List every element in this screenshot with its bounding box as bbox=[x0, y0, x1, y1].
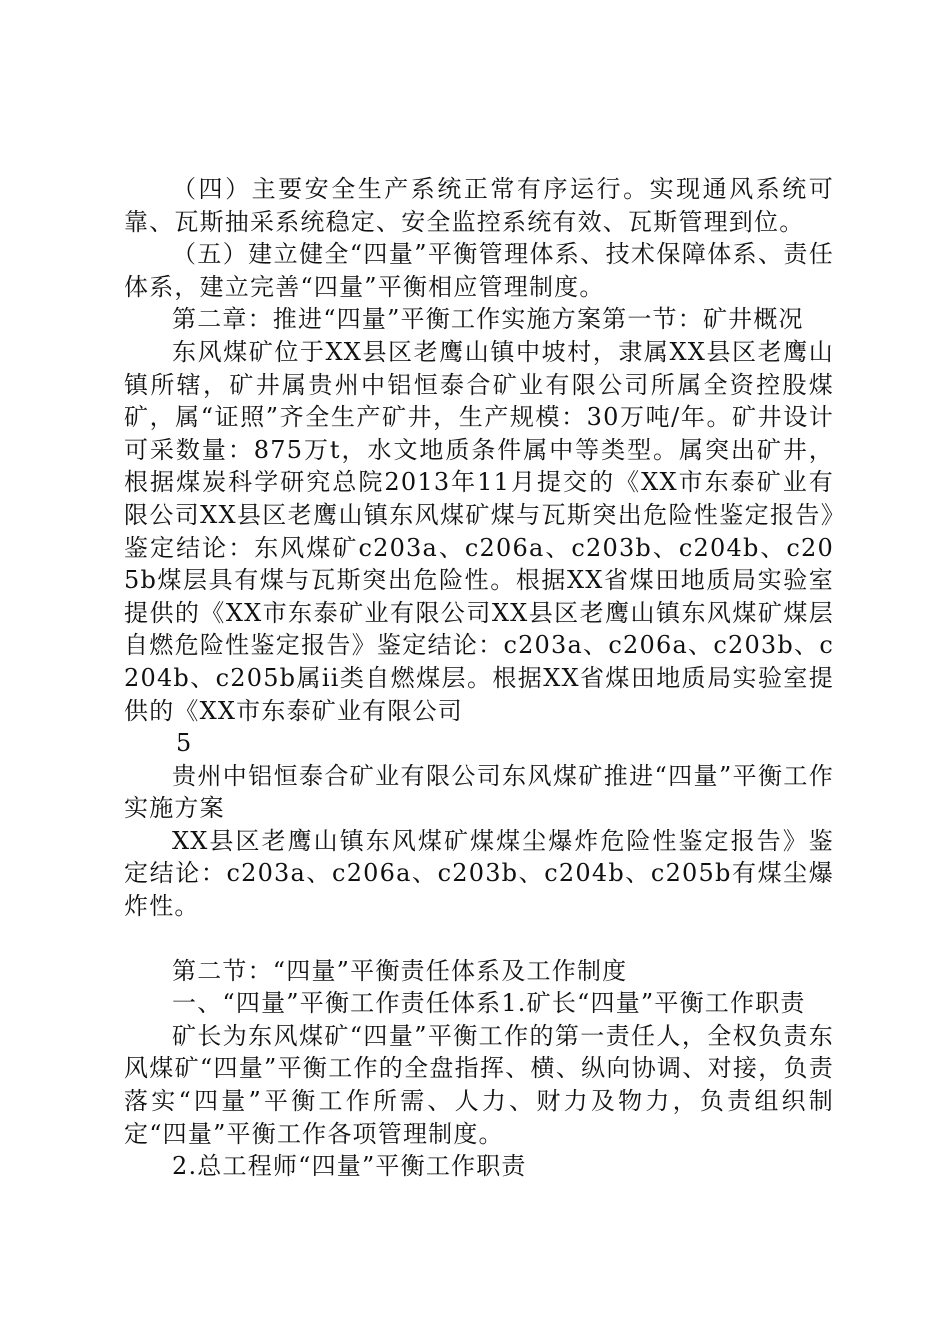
subsection-heading: 一、“四量”平衡工作责任体系1.矿长“四量”平衡工作职责 bbox=[172, 989, 806, 1018]
paragraph-director-duties: 矿长为东风煤矿“四量”平衡工作的第一责任人，全权负责东风煤矿“四量”平衡工作的全盘指挥、横、纵向协调、对接，负责落实“四量”平衡工作所需、人力、财力及物力，负责组织制定“四量”平衡工作各项管理制度。 bbox=[124, 1021, 834, 1148]
running-header: 贵州中铝恒泰合矿业有限公司东风煤矿推进“四量”平衡工作实施方案 bbox=[124, 761, 834, 823]
paragraph-continuation: XX县区老鹰山镇东风煤矿煤煤尘爆炸危险性鉴定报告》鉴定结论：c203a、c206a、c203b、c204b、c205b有煤尘爆炸性。 bbox=[124, 826, 834, 921]
document-page bbox=[124, 173, 834, 1183]
section-heading: 第二节：“四量”平衡责任体系及工作制度 bbox=[172, 956, 628, 985]
subsection-heading-chief-engineer: 2.总工程师“四量”平衡工作职责 bbox=[172, 1152, 527, 1181]
paragraph-safety-systems: （四）主要安全生产系统正常有序运行。实现通风系统可靠、瓦斯抽采系统稳定、安全监控系统有效、瓦斯管理到位。 bbox=[124, 175, 834, 236]
paragraph-management-system: （五）建立健全“四量”平衡管理体系、技术保障体系、责任体系，建立完善“四量”平衡相应管理制度。 bbox=[124, 240, 834, 301]
page-number: 5 bbox=[176, 729, 193, 758]
paragraph-mine-overview: 东风煤矿位于XX县区老鹰山镇中坡村，隶属XX县区老鹰山镇所辖，矿井属贵州中铝恒泰合矿业有限公司所属全资控股煤矿，属“证照”齐全生产矿井，生产规模：30万吨/年。矿井设计可采数量：875万t，水文地质条件属中等类型。属突出矿井，根据煤炭科学研究总院2013年11月提交的《XX市东泰矿业有限公司XX县区老鹰山镇东风煤矿煤与瓦斯突出危险性鉴定报告》鉴定结论：东风煤矿c203a、c206a、c203b、c204b、c205b煤层具有煤与瓦斯突出危险性。根据XX省煤田地质局实验室提供的《XX市东泰矿业有限公司XX县区老鹰山镇东风煤矿煤层自燃危险性鉴定报告》鉴定结论：c203a、c206a、c203b、c204b、c205b属ii类自燃煤层。根据XX省煤田地质局实验室提供的《XX市东泰矿业有限公司 bbox=[124, 337, 834, 725]
section-gap bbox=[124, 923, 834, 955]
chapter-heading: 第二章：推进“四量”平衡工作实施方案第一节：矿井概况 bbox=[172, 305, 804, 334]
